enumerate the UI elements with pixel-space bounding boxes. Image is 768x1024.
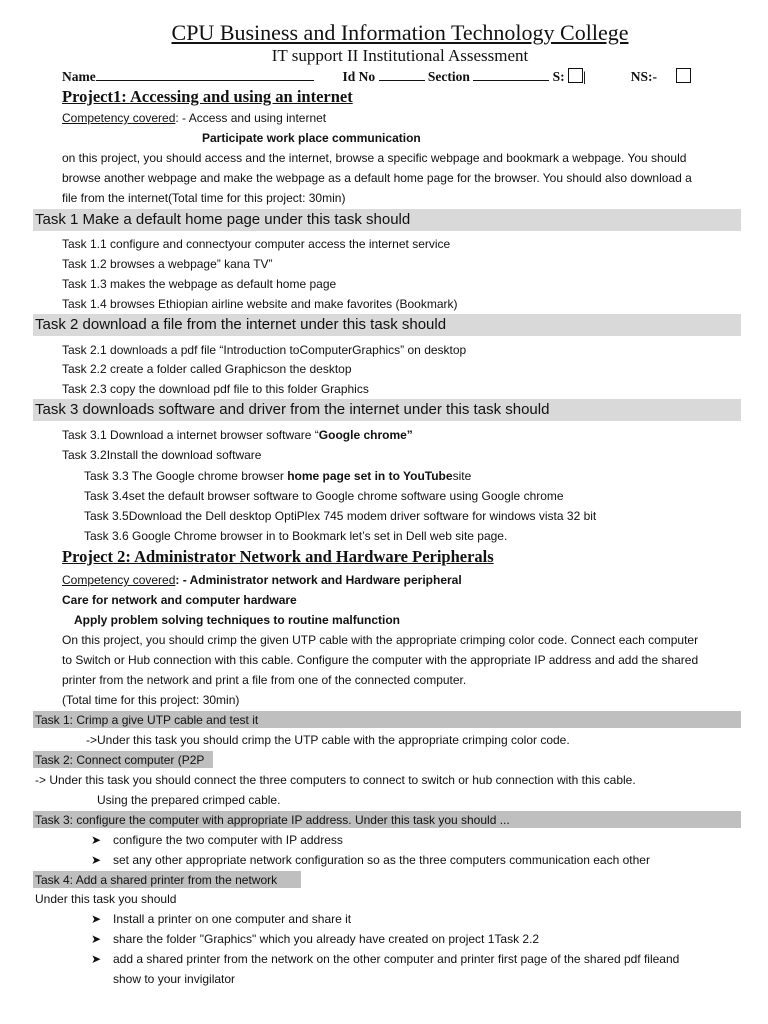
name-field[interactable] [96, 68, 314, 81]
list-item: Task 1.4 browses Ethiopian airline website and make favorites (Bookmark) [62, 297, 458, 311]
project2-desc-line: On this project, you should crimp the given UTP cable with the appropriate crimping color code. Connect each computer [62, 633, 699, 647]
name-label: Name [62, 69, 96, 84]
p2-task3-heading: Task 3: configure the computer with appropriate IP address. Under this task you should ... [35, 813, 510, 827]
project1-title: Project1: Accessing and using an internet [62, 87, 353, 106]
project2-desc-line: printer from the network and print a file from one of the connected computer. [62, 673, 467, 687]
item-text: Task 3.3 The Google chrome browser [84, 469, 288, 483]
list-item: Task 1.1 configure and connectyour computer access the internet service [62, 237, 451, 251]
arrowhead-bullet-icon: ➤ [91, 853, 102, 867]
item-emphasis: home page set in to YouTube [287, 469, 453, 483]
project1-competency [62, 111, 326, 125]
ns-checkbox[interactable] [676, 68, 691, 83]
id-label: Id No [342, 69, 376, 84]
list-item: Task 2.2 create a folder called Graphicson the desktop [62, 362, 352, 376]
p2-task4-heading: Task 4: Add a shared printer from the network [35, 873, 278, 887]
list-item [84, 469, 471, 483]
p1-task3-heading: Task 3 downloads software and driver from the internet under this task should [35, 401, 550, 418]
section-label: Section [427, 69, 470, 84]
s-separator: | [583, 69, 587, 84]
item-emphasis: Google chrome” [318, 428, 413, 442]
arrowhead-bullet-icon: ➤ [91, 932, 102, 946]
bullet-continuation: show to your invigilator [113, 972, 236, 986]
arrowhead-bullet-icon: ➤ [91, 912, 102, 926]
competency-label: Competency covered [62, 573, 176, 587]
task-line: Under this task you should [35, 892, 177, 906]
list-item: Task 3.6 Google Chrome browser in to Bookmark let’s set in Dell web site page. [84, 529, 508, 543]
bullet-item [91, 932, 539, 946]
bullet-item [91, 853, 650, 867]
assessment-subtitle: IT support II Institutional Assessment [271, 46, 529, 65]
competency-value: : - Administrator network and Hardware peripheral [175, 573, 462, 587]
s-label: S: [552, 69, 565, 84]
project2-desc-line: to Switch or Hub connection with this cable. Configure the computer with the appropriate IP address and add the shared [62, 653, 699, 667]
s-checkbox[interactable] [568, 68, 583, 83]
project2-title: Project 2: Administrator Network and Hardware Peripherals [62, 547, 494, 566]
arrowhead-bullet-icon: ➤ [91, 952, 102, 966]
bullet-text: Install a printer on one computer and share it [113, 912, 352, 926]
competency-label: Competency covered [62, 111, 176, 125]
task-line: Using the prepared crimped cable. [97, 793, 281, 807]
list-item: Task 2.3 copy the download pdf file to this folder Graphics [62, 382, 369, 396]
p2-task1-heading: Task 1: Crimp a give UTP cable and test it [35, 713, 259, 727]
list-item: Task 3.5Download the Dell desktop OptiPlex 745 modem driver software for windows vista 32 bit [84, 509, 597, 523]
project1-desc-line: on this project, you should access and the internet, browse a specific webpage and bookmark a webpage. You should [62, 151, 687, 165]
ns-label: NS:- [630, 69, 658, 84]
project2-competency-line2: Care for network and computer hardware [62, 593, 297, 607]
bullet-text: configure the two computer with IP address [113, 833, 343, 847]
project1-desc-line: file from the internet(Total time for this project: 30min) [62, 191, 346, 205]
project2-desc-line: (Total time for this project: 30min) [62, 693, 240, 707]
p1-task1-heading: Task 1 Make a default home page under this task should [35, 211, 411, 228]
p1-task2-heading: Task 2 download a file from the internet under this task should [35, 316, 447, 333]
p2-task2-heading: Task 2: Connect computer (P2P [35, 753, 205, 767]
bullet-text: share the folder "Graphics" which you already have created on project 1Task 2.2 [113, 932, 540, 946]
list-item: Task 3.2Install the download software [62, 448, 262, 462]
list-item: Task 1.3 makes the webpage as default home page [62, 277, 337, 291]
task-line: -> Under this task you should connect the three computers to connect to switch or hub connection with this cable. [35, 773, 636, 787]
item-text: Task 3.1 Download a internet browser software “ [62, 428, 319, 442]
bullet-item [91, 912, 351, 926]
competency-value: : - Access and using internet [175, 111, 327, 125]
list-item: Task 3.4set the default browser software to Google chrome software using Google chrome [84, 489, 564, 503]
college-title: CPU Business and Information Technology College [171, 20, 629, 45]
arrowhead-bullet-icon: ➤ [91, 833, 102, 847]
list-item [62, 428, 413, 442]
item-text: site [452, 469, 472, 483]
list-item: Task 2.1 downloads a pdf file “Introduction toComputerGraphics” on desktop [62, 343, 467, 357]
project2-competency [62, 573, 462, 587]
bullet-text: add a shared printer from the network on the other computer and printer first page of the shared pdf fileand [113, 952, 680, 966]
bullet-item [91, 952, 679, 966]
list-item: Task 1.2 browses a webpage” kana TV” [62, 257, 273, 271]
project1-desc-line: browse another webpage and make the webpage as a default home page for the browser. You should also download a [62, 171, 692, 185]
project2-competency-line3: Apply problem solving techniques to routine malfunction [74, 613, 401, 627]
id-field[interactable] [379, 68, 425, 81]
project1-competency-line2: Participate work place communication [202, 131, 421, 145]
section-field[interactable] [473, 68, 549, 81]
task-line: ->Under this task you should crimp the UTP cable with the appropriate crimping color code. [86, 733, 570, 747]
bullet-text: set any other appropriate network configuration so as the three computers communication each other [113, 853, 650, 867]
bullet-item [91, 833, 343, 847]
student-info-line [62, 68, 691, 85]
